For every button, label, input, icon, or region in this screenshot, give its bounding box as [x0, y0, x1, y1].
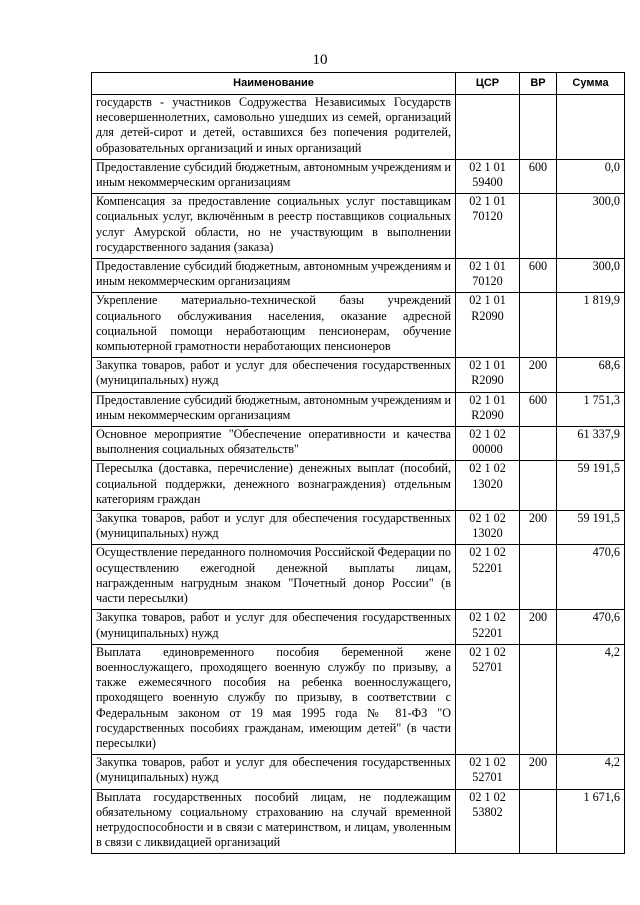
row-csr: [456, 644, 520, 754]
row-name: Предоставление субсидий бюджетным, автономным учреждениям и иным некоммерческим организациям: [92, 159, 456, 193]
table-row: [92, 159, 625, 193]
table-row: [92, 293, 625, 358]
row-name: Укрепление материально-технической базы учреждений социального обслуживания населения, оказание адресной социальной помощи неработающим пенсионерам, обучение компьютерной грамотности неработающих пенсионеров: [92, 293, 456, 358]
row-name: Компенсация за предоставление социальных услуг поставщикам социальных услуг, включённым в реестр поставщиков социальных услуг Амурской области, но не участвующим в выполнении государственного задания (заказа): [92, 194, 456, 259]
row-sum: 59 191,5: [557, 511, 625, 545]
row-csr: [456, 293, 520, 358]
table-row: [92, 610, 625, 644]
row-sum: 1 751,3: [557, 392, 625, 426]
row-sum: 1 819,9: [557, 293, 625, 358]
row-csr: [456, 95, 520, 160]
row-vr: 200: [520, 755, 557, 789]
row-sum: 470,6: [557, 610, 625, 644]
row-csr-part1: 02 1 02: [469, 789, 506, 804]
table-row: [92, 644, 625, 754]
row-csr: [456, 358, 520, 392]
row-name: Закупка товаров, работ и услуг для обеспечения государственных (муниципальных) нужд: [92, 610, 456, 644]
row-csr-part1: 02 1 02: [469, 610, 506, 625]
row-vr: [520, 427, 557, 461]
row-csr: [456, 755, 520, 789]
row-name: Предоставление субсидий бюджетным, автономным учреждениям и иным некоммерческим организациям: [92, 259, 456, 293]
row-csr-part1: 02 1 02: [469, 644, 506, 659]
budget-table: [91, 72, 625, 854]
row-sum: 1 671,6: [557, 789, 625, 854]
table-row: [92, 194, 625, 259]
row-csr-part1: 02 1 01: [469, 194, 506, 209]
row-vr: [520, 545, 557, 610]
row-vr: 200: [520, 511, 557, 545]
row-csr-part1: 02 1 02: [469, 461, 506, 476]
header-csr: ЦСР: [456, 73, 520, 95]
row-name: Закупка товаров, работ и услуг для обеспечения государственных (муниципальных) нужд: [92, 358, 456, 392]
row-sum: [557, 95, 625, 160]
row-name: Осуществление переданного полномочия Российской Федерации по осуществлению ежегодной денежной выплаты лицам, награжденным нагрудным знаком "Почетный донор России" (в части пересылки): [92, 545, 456, 610]
row-csr: [456, 789, 520, 854]
table-row: [92, 358, 625, 392]
row-sum: 4,2: [557, 755, 625, 789]
row-name: Закупка товаров, работ и услуг для обеспечения государственных (муниципальных) нужд: [92, 755, 456, 789]
table-row: [92, 755, 625, 789]
table-row: [92, 95, 625, 160]
row-vr: [520, 644, 557, 754]
row-csr: [456, 545, 520, 610]
row-csr-part2: 70120: [472, 209, 503, 224]
row-csr-part2: R2090: [471, 373, 504, 388]
row-csr-part1: 02 1 02: [469, 427, 506, 442]
row-csr-part2: R2090: [471, 308, 504, 323]
row-name: Основное мероприятие "Обеспечение оперативности и качества выполнения социальных обязательств": [92, 427, 456, 461]
row-csr-part1: 02 1 02: [469, 545, 506, 560]
row-csr-part1: 02 1 01: [469, 159, 506, 174]
row-csr: [456, 259, 520, 293]
row-sum: 4,2: [557, 644, 625, 754]
row-sum: 300,0: [557, 194, 625, 259]
table-row: [92, 511, 625, 545]
row-sum: 61 337,9: [557, 427, 625, 461]
row-vr: 200: [520, 610, 557, 644]
row-vr: [520, 461, 557, 511]
row-vr: [520, 194, 557, 259]
row-name: Выплата единовременного пособия беременной жене военнослужащего, проходящего военную службу по призыву, а также ежемесячного пособия на ребенка военнослужащего, проходящего военную службу по призыву, в соответствии с Федеральным законом от 19 мая 1995 года № 81-ФЗ "О государственных пособиях гражданам, имеющим детей" (в части пересылки): [92, 644, 456, 754]
table-row: [92, 461, 625, 511]
row-name: Закупка товаров, работ и услуг для обеспечения государственных (муниципальных) нужд: [92, 511, 456, 545]
row-sum: 68,6: [557, 358, 625, 392]
row-csr-part2: 13020: [472, 476, 503, 491]
row-csr-part2: 52701: [472, 770, 503, 785]
table-row: [92, 427, 625, 461]
row-name: государств - участников Содружества Независимых Государств несовершеннолетних, самовольно ушедших из семей, организаций для детей-сирот и детей, оставшихся без попечения родителей, образовательных организаций и иных организаций: [92, 95, 456, 160]
row-csr-part2: 70120: [472, 274, 503, 289]
table-body: [92, 95, 625, 854]
row-vr: 600: [520, 159, 557, 193]
row-csr-part2: 52201: [472, 625, 503, 640]
table-row: [92, 392, 625, 426]
row-vr: 200: [520, 358, 557, 392]
header-sum: Сумма: [557, 73, 625, 95]
row-vr: [520, 789, 557, 854]
table-row: [92, 259, 625, 293]
row-csr-part1: 02 1 01: [469, 293, 506, 308]
table-row: [92, 789, 625, 854]
scan-margin: [0, 0, 6, 905]
row-csr-part2: R2090: [471, 407, 504, 422]
row-sum: 59 191,5: [557, 461, 625, 511]
table-row: [92, 545, 625, 610]
row-name: Пересылка (доставка, перечисление) денежных выплат (пособий, социальной поддержки, денежного вознаграждения) отдельным категориям граждан: [92, 461, 456, 511]
row-csr: [456, 610, 520, 644]
row-csr-part2: 13020: [472, 526, 503, 541]
row-csr: [456, 194, 520, 259]
row-csr-part1: 02 1 01: [469, 392, 506, 407]
row-csr: [456, 427, 520, 461]
row-sum: 0,0: [557, 159, 625, 193]
row-csr-part2: 00000: [472, 442, 503, 457]
row-csr-part2: 52201: [472, 560, 503, 575]
row-sum: 300,0: [557, 259, 625, 293]
row-csr-part1: 02 1 02: [469, 511, 506, 526]
row-vr: [520, 293, 557, 358]
row-vr: 600: [520, 259, 557, 293]
row-csr-part1: 02 1 02: [469, 755, 506, 770]
table-header-row: [92, 73, 625, 95]
row-vr: [520, 95, 557, 160]
row-csr: [456, 511, 520, 545]
header-vr: ВР: [520, 73, 557, 95]
row-csr-part1: 02 1 01: [469, 259, 506, 274]
header-name: Наименование: [92, 73, 456, 95]
row-csr: [456, 392, 520, 426]
row-sum: 470,6: [557, 545, 625, 610]
row-name: Предоставление субсидий бюджетным, автономным учреждениям и иным некоммерческим организациям: [92, 392, 456, 426]
row-csr-part2: 53802: [472, 804, 503, 819]
page-number: 10: [312, 52, 328, 68]
row-csr-part1: 02 1 01: [469, 358, 506, 373]
row-csr: [456, 461, 520, 511]
row-csr: [456, 159, 520, 193]
row-csr-part2: 59400: [472, 175, 503, 190]
row-name: Выплата государственных пособий лицам, не подлежащим обязательному социальному страхованию на случай временной нетрудоспособности и в связи с материнством, и лицам, уволенным в связи с ликвидацией организаций: [92, 789, 456, 854]
row-vr: 600: [520, 392, 557, 426]
row-csr-part2: 52701: [472, 659, 503, 674]
